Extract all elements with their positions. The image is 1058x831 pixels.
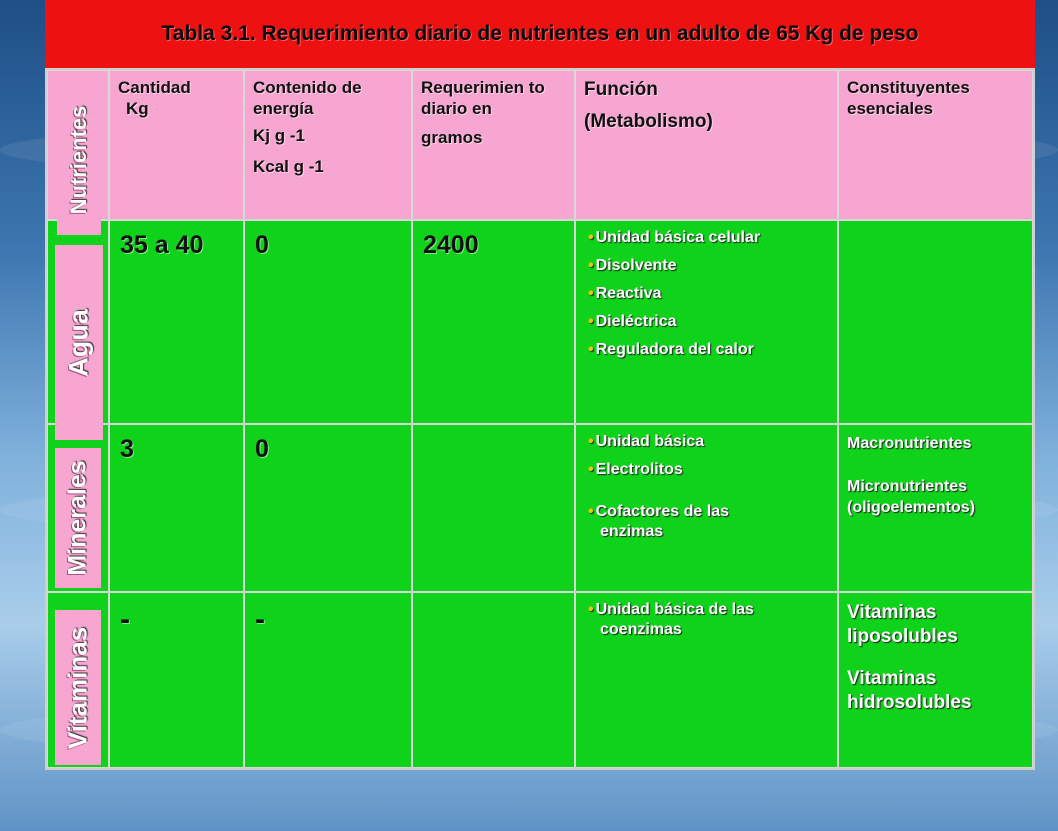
list-item: • Unidad básica	[588, 433, 705, 450]
list-item: • Unidad básica celular	[588, 229, 761, 246]
list-item: enzimas	[600, 523, 664, 540]
list-item: • Unidad básica de las	[588, 601, 754, 618]
header-energia-kcal: Kcal g -1	[253, 157, 324, 176]
header-cantidad	[109, 70, 244, 220]
constituyente-hidrosolubles: Vitaminas hidrosolubles	[847, 668, 972, 713]
row-label-vitaminas: Vitaminas	[55, 610, 101, 765]
header-energia	[244, 70, 412, 220]
vitaminas-requerimiento	[412, 592, 575, 768]
header-cantidad-unit: Kg	[126, 99, 149, 118]
list-item: • Electrolitos	[588, 461, 683, 478]
header-requerimiento-label: Requerimien to diario en	[421, 78, 545, 118]
header-funcion	[575, 70, 838, 220]
constituyente-liposolubles: Vitaminas liposolubles	[847, 602, 958, 647]
list-item: • Cofactores de las	[588, 503, 729, 520]
vitaminas-cantidad: -	[109, 592, 244, 768]
header-requerimiento	[412, 70, 575, 220]
row-label-minerales: Minerales	[55, 448, 101, 588]
list-item: • Dieléctrica	[588, 313, 677, 330]
list-item: • Reactiva	[588, 285, 662, 302]
agua-requerimiento: 2400	[412, 220, 575, 424]
header-energia-kj: Kj g -1	[253, 126, 305, 145]
agua-cantidad: 35 a 40	[109, 220, 244, 424]
header-cantidad-label: Cantidad	[118, 78, 191, 97]
table-title: Tabla 3.1. Requerimiento diario de nutrientes en un adulto de 65 Kg de peso	[45, 0, 1035, 68]
vitaminas-funcion	[575, 592, 838, 768]
minerales-constituyentes	[838, 424, 1033, 592]
vitaminas-energia: -	[244, 592, 412, 768]
header-constituyentes: Constituyentes esenciales	[838, 70, 1033, 220]
agua-funcion	[575, 220, 838, 424]
minerales-energia: 0	[244, 424, 412, 592]
header-funcion-sub: (Metabolismo)	[584, 111, 713, 132]
minerales-requerimiento	[412, 424, 575, 592]
agua-energia: 0	[244, 220, 412, 424]
vitaminas-constituyentes	[838, 592, 1033, 768]
list-item: • Disolvente	[588, 257, 677, 274]
row-label-nutrientes: Nutrientes	[57, 85, 101, 235]
constituyente-micro: Micronutrientes (oligoelementos)	[847, 478, 976, 516]
row-label-agua: Agua	[55, 245, 103, 440]
header-funcion-label: Función	[584, 79, 658, 100]
list-item: • Reguladora del calor	[588, 341, 754, 358]
constituyente-macro: Macronutrientes	[847, 435, 972, 452]
slide	[45, 0, 1035, 770]
minerales-cantidad: 3	[109, 424, 244, 592]
header-energia-label: Contenido de energía	[253, 78, 362, 118]
minerales-funcion	[575, 424, 838, 592]
list-item: coenzimas	[600, 621, 682, 638]
agua-constituyentes	[838, 220, 1033, 424]
nutrient-table	[45, 68, 1035, 770]
header-requerimiento-unit: gramos	[421, 128, 483, 147]
